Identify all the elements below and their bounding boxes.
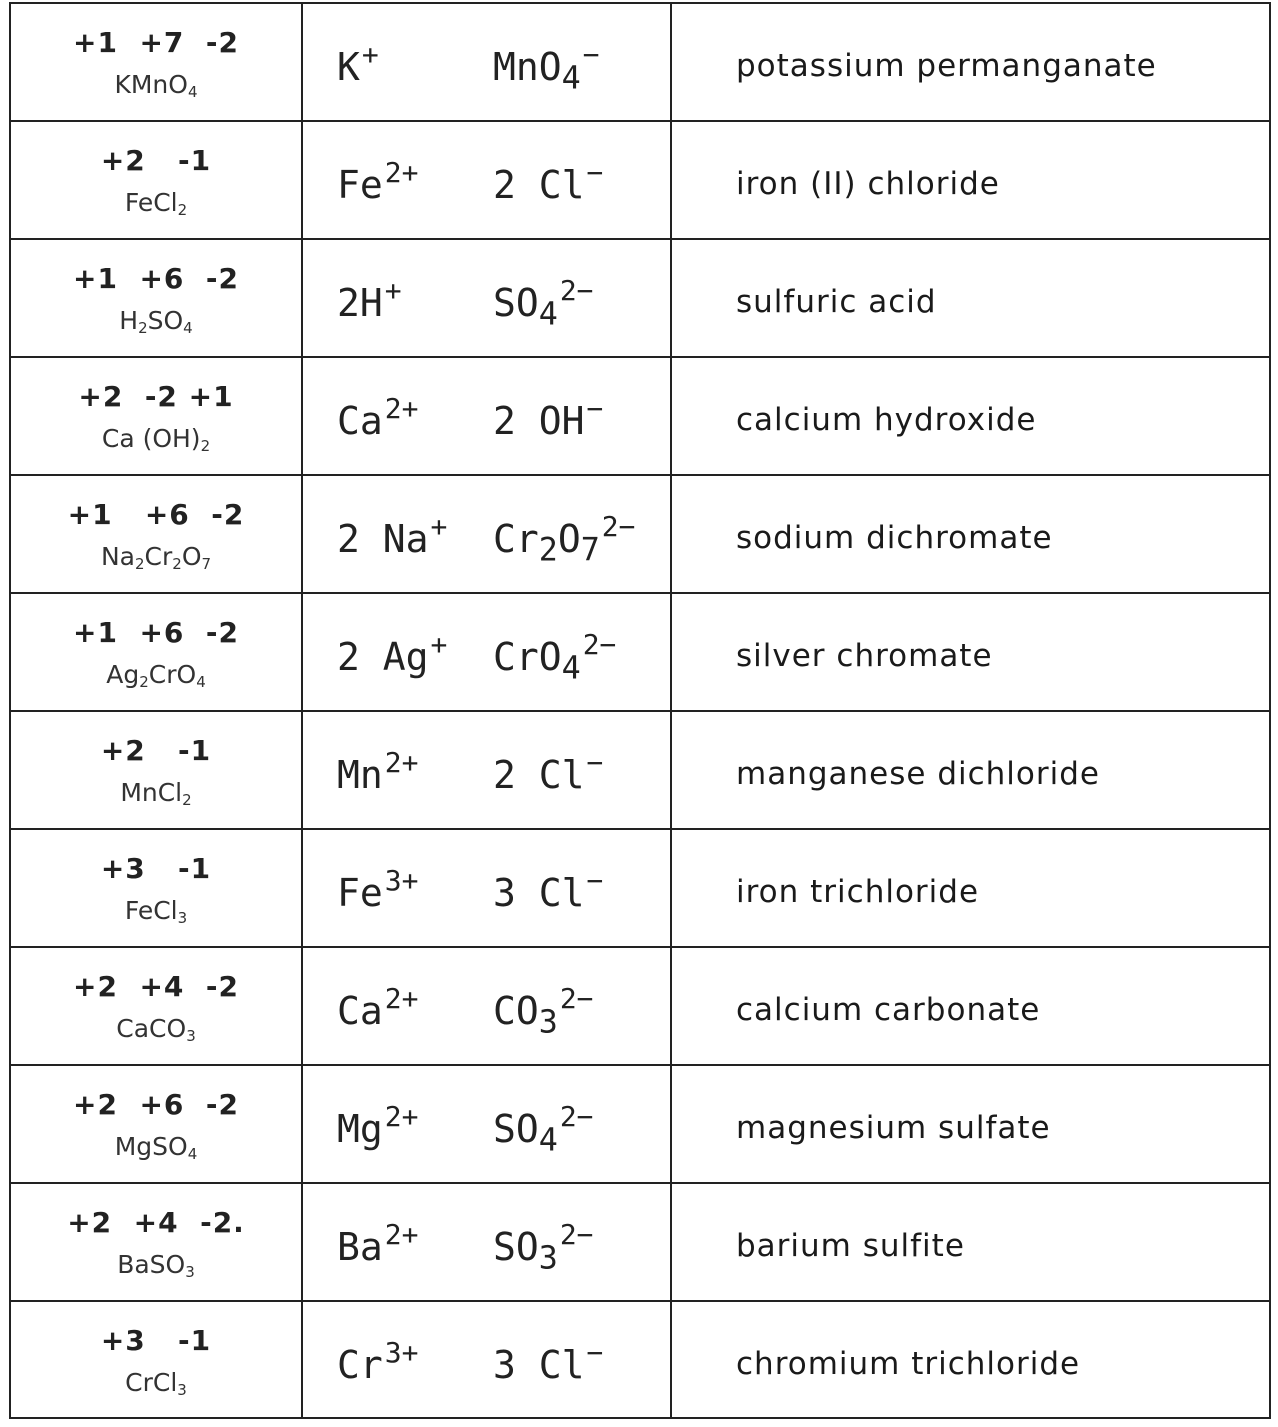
ionic-compounds-table: [9, 2, 1271, 1419]
ions-cell: [303, 948, 670, 1064]
name-cell: [672, 594, 1271, 710]
oxidation-states: +2 -1: [100, 734, 212, 767]
compound-cell: [11, 122, 301, 238]
anion: MnO$_4$−: [493, 38, 600, 97]
chemical-formula: $H_2SO_4$: [119, 306, 193, 337]
compound-name: magnesium sulfate: [736, 1110, 1051, 1146]
cation: $Mg^{2+}$: [337, 1100, 419, 1151]
ions-cell: [303, 1302, 670, 1417]
oxidation-states: +1 +7 -2: [73, 26, 239, 59]
compound-name: potassium permanganate: [736, 48, 1157, 84]
chemical-formula: CaCO$_3$: [116, 1014, 196, 1045]
cation: $Cr^{3+}$: [337, 1336, 419, 1387]
compound-name: barium sulfite: [736, 1228, 965, 1264]
anion: $SO_4^{2-}$: [493, 1100, 594, 1159]
table-row: [11, 240, 1269, 358]
table-row: [11, 358, 1269, 476]
cation: $Ba^{2+}$: [337, 1218, 419, 1269]
compound-name: iron trichloride: [736, 874, 980, 910]
ions-cell: [303, 358, 670, 474]
compound-name: silver chromate: [736, 638, 993, 674]
name-cell: [672, 358, 1271, 474]
compound-name: calcium carbonate: [736, 992, 1041, 1028]
oxidation-states: +2 +6 -2: [73, 1088, 239, 1121]
oxidation-states: +3 -1: [100, 852, 212, 885]
chemical-formula: $Na_2Cr_2O_7$: [100, 542, 212, 573]
anion: 3 Cl−: [493, 864, 604, 915]
oxidation-states: +2 +4 -2.: [67, 1206, 245, 1239]
name-cell: [672, 1066, 1271, 1182]
ions-cell: [303, 476, 670, 592]
compound-cell: [11, 948, 301, 1064]
chemical-formula: $Ag_2CrO_4$: [106, 660, 206, 691]
chemical-formula: FeCl$_2$: [124, 188, 188, 219]
table-row: [11, 122, 1269, 240]
oxidation-states: +1 +6 -2: [67, 498, 245, 531]
chemical-formula: BaSO$_3$: [117, 1250, 195, 1281]
name-cell: [672, 712, 1271, 828]
name-cell: [672, 4, 1271, 120]
compound-cell: [11, 594, 301, 710]
oxidation-states: +3 -1: [100, 1324, 212, 1357]
table-row: [11, 830, 1269, 948]
name-cell: [672, 830, 1271, 946]
table-row: [11, 4, 1269, 122]
anion: 2 Cl−: [493, 746, 604, 797]
ions-cell: [303, 830, 670, 946]
table-row: [11, 476, 1269, 594]
table-row: [11, 594, 1269, 712]
cation: $Fe^{3+}$: [337, 864, 419, 915]
compound-cell: [11, 712, 301, 828]
anion: 3 Cl−: [493, 1336, 604, 1387]
compound-cell: [11, 1066, 301, 1182]
ions-cell: [303, 1066, 670, 1182]
name-cell: [672, 1302, 1271, 1417]
compound-name: sulfuric acid: [736, 284, 937, 320]
table-row: [11, 948, 1269, 1066]
compound-cell: [11, 4, 301, 120]
compound-cell: [11, 240, 301, 356]
chemical-formula: CrCl$_3$: [125, 1368, 187, 1399]
cation: K+: [337, 38, 379, 89]
cation: 2 Na+: [337, 510, 448, 561]
oxidation-states: +2 +4 -2: [73, 970, 239, 1003]
cation: $Fe^{2+}$: [337, 156, 419, 207]
table-row: [11, 712, 1269, 830]
anion: CrO$_4^{2-}$: [493, 628, 617, 687]
compound-name: chromium trichloride: [736, 1346, 1081, 1382]
chemical-formula: MnCl$_2$: [120, 778, 192, 809]
name-cell: [672, 948, 1271, 1064]
cation: $Ca^{2+}$: [337, 982, 419, 1033]
cation: 2H+: [337, 274, 402, 325]
name-cell: [672, 1184, 1271, 1300]
name-cell: [672, 240, 1271, 356]
name-cell: [672, 476, 1271, 592]
compound-name: iron (II) chloride: [736, 166, 1000, 202]
oxidation-states: +2 -1: [100, 144, 212, 177]
oxidation-states: +1 +6 -2: [73, 262, 239, 295]
ions-cell: [303, 594, 670, 710]
table-row: [11, 1066, 1269, 1184]
anion: $Cr_2O_7^{2-}$: [493, 510, 636, 569]
anion: 2 OH−: [493, 392, 604, 443]
compound-name: manganese dichloride: [736, 756, 1100, 792]
table-row: [11, 1184, 1269, 1302]
name-cell: [672, 122, 1271, 238]
cation: $Mn^{2+}$: [337, 746, 419, 797]
compound-cell: [11, 358, 301, 474]
chemical-formula: KMnO$_4$: [114, 70, 198, 101]
anion: 2 Cl−: [493, 156, 604, 207]
ions-cell: [303, 240, 670, 356]
compound-cell: [11, 830, 301, 946]
cation: 2 Ag+: [337, 628, 448, 679]
compound-name: calcium hydroxide: [736, 402, 1037, 438]
oxidation-states: +1 +6 -2: [73, 616, 239, 649]
ions-cell: [303, 122, 670, 238]
chemical-formula: Ca $(OH)_2$: [101, 424, 211, 455]
compound-cell: [11, 476, 301, 592]
chemical-formula: MgSO$_4$: [114, 1132, 198, 1163]
table-row: [11, 1302, 1269, 1417]
chemical-formula: FeCl$_3$: [124, 896, 188, 927]
compound-name: sodium dichromate: [736, 520, 1053, 556]
anion: $CO_3^{2-}$: [493, 982, 594, 1041]
anion: $SO_4^{2-}$: [493, 274, 594, 333]
anion: $SO_3^{2-}$: [493, 1218, 594, 1277]
compound-cell: [11, 1302, 301, 1417]
compound-cell: [11, 1184, 301, 1300]
oxidation-states: +2 -2 +1: [78, 380, 234, 413]
ions-cell: [303, 1184, 670, 1300]
cation: $Ca^{2+}$: [337, 392, 419, 443]
ions-cell: [303, 4, 670, 120]
ions-cell: [303, 712, 670, 828]
